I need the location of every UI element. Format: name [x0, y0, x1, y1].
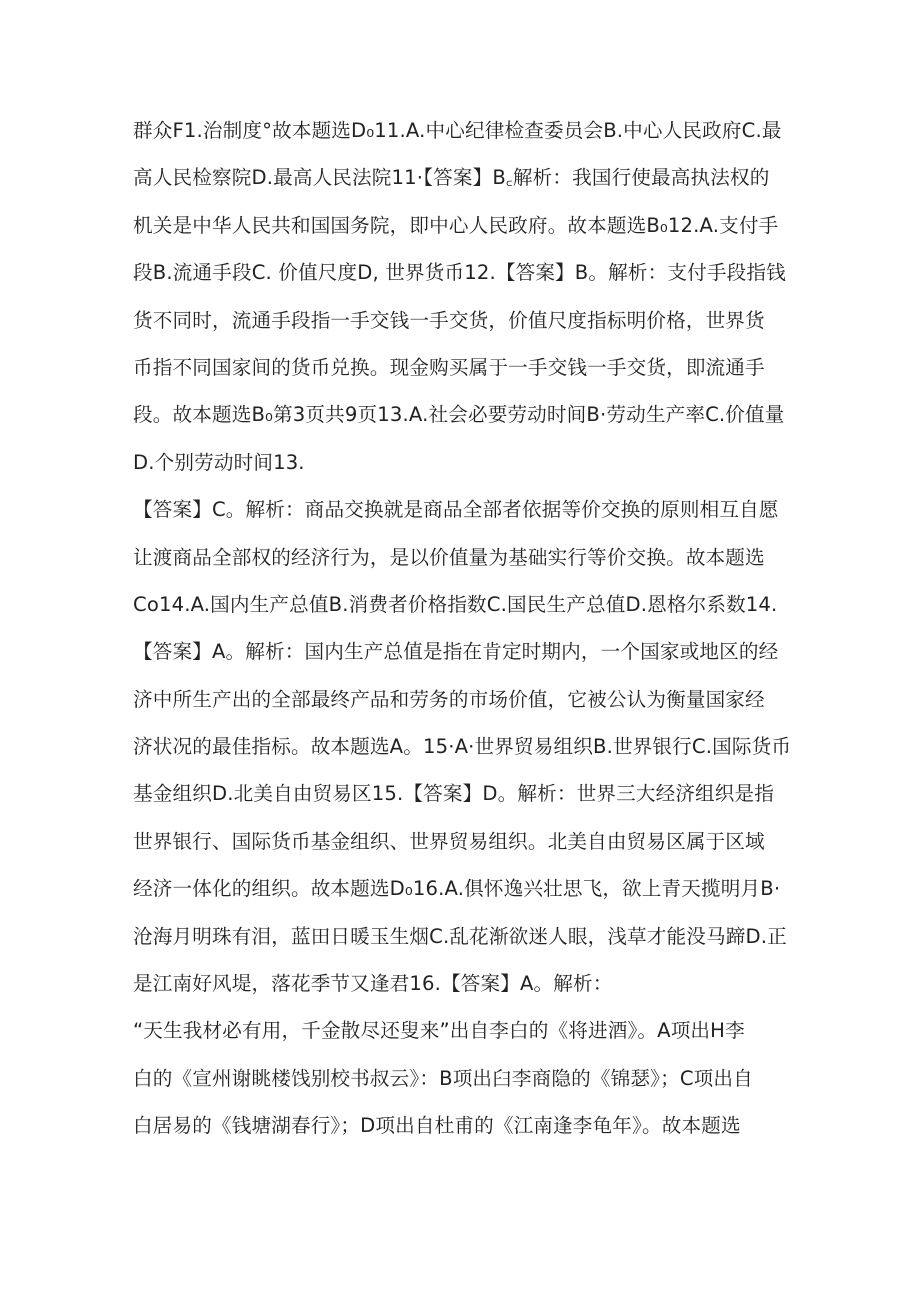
text-line: 世界银行、国际货币基金组织、世界贸易组织。北美自由贸易区属于区域: [133, 829, 765, 853]
text-line: 货不同时，流通手段指一手交钱一手交货，价值尺度指标明价格，世界货: [133, 308, 765, 332]
text-line: 济状况的最佳指标。故本题选A。15·A·世界贸易组织B.世界银行C.国际货币: [133, 735, 792, 759]
text-line: 基金组织D.北美自由贸易区15.【答案】D。解析：世界三大经济组织是指: [133, 782, 775, 806]
text-line: Co14.A.国内生产总值B.消费者价格指数C.国民生产总值D.恩格尔系数14.: [133, 592, 778, 616]
text-line: 币指不同国家间的货币兑换。现金购买属于一手交钱一手交货，即流通手: [133, 355, 765, 379]
text-line: 济中所生产出的全部最终产品和劳务的市场价值，它被公认为衡量国家经: [133, 687, 765, 711]
text-line: 沧海月明珠有泪，蓝田日暖玉生烟C.乱花渐欲迷人眼，浅草才能没马蹄D.正: [133, 924, 787, 948]
text-line: 让渡商品全部权的经济行为，是以价值量为基础实行等价交换。故本题选: [133, 545, 765, 569]
text-line: 【答案】A。解析：国内生产总值是指在肯定时期内，一个国家或地区的经: [133, 640, 779, 664]
text-line: 群众F1.治制度°故本题选D₀11.A.中心纪律检查委员会B.中心人民政府C.最: [133, 119, 782, 142]
text-line: 白的《宣州谢眺楼饯别校书叔云》：B项出臼李商隐的《锦瑟》；C项出自: [133, 1066, 753, 1090]
text-line: 白居易的《钱塘湖春行》；D项出自杜甫的《江南逢李龟年》。故本题选: [133, 1114, 741, 1138]
text-line: 经济一体化的组织。故本题选D₀16.A.俱怀逸兴壮思飞，欲上青天揽明月B·: [133, 877, 781, 901]
text-line: D.个别劳动时间13.: [133, 450, 305, 474]
text-line: 段B.流通手段C. 价值尺度D, 世界货币12.【答案】B。解析：支付手段指钱: [133, 261, 786, 285]
text-line: 机关是中华人民共和国国务院，即中心人民政府。故本题选B₀12.A.支付手: [133, 213, 779, 237]
text-line: 高人民检察院D.最高人民法院11·【答案】B꜀解析：我国行使最高执法权的: [133, 166, 770, 190]
text-line: “天生我材必有用，千金散尽还叟来”出自李白的《将进酒》。A项出H李: [133, 1019, 745, 1043]
text-line: 【答案】C。解析：商品交换就是商品全部者依据等价交换的原则相互自愿: [133, 498, 779, 522]
text-line: 段。故本题选B₀第3页共9页13.A.社会必要劳动时间B·劳动生产率C.价值量: [133, 403, 785, 427]
document-body: [133, 112, 803, 1155]
text-line: 是江南好风堤，落花季节又逢君16.【答案】A。解析：: [133, 972, 613, 996]
